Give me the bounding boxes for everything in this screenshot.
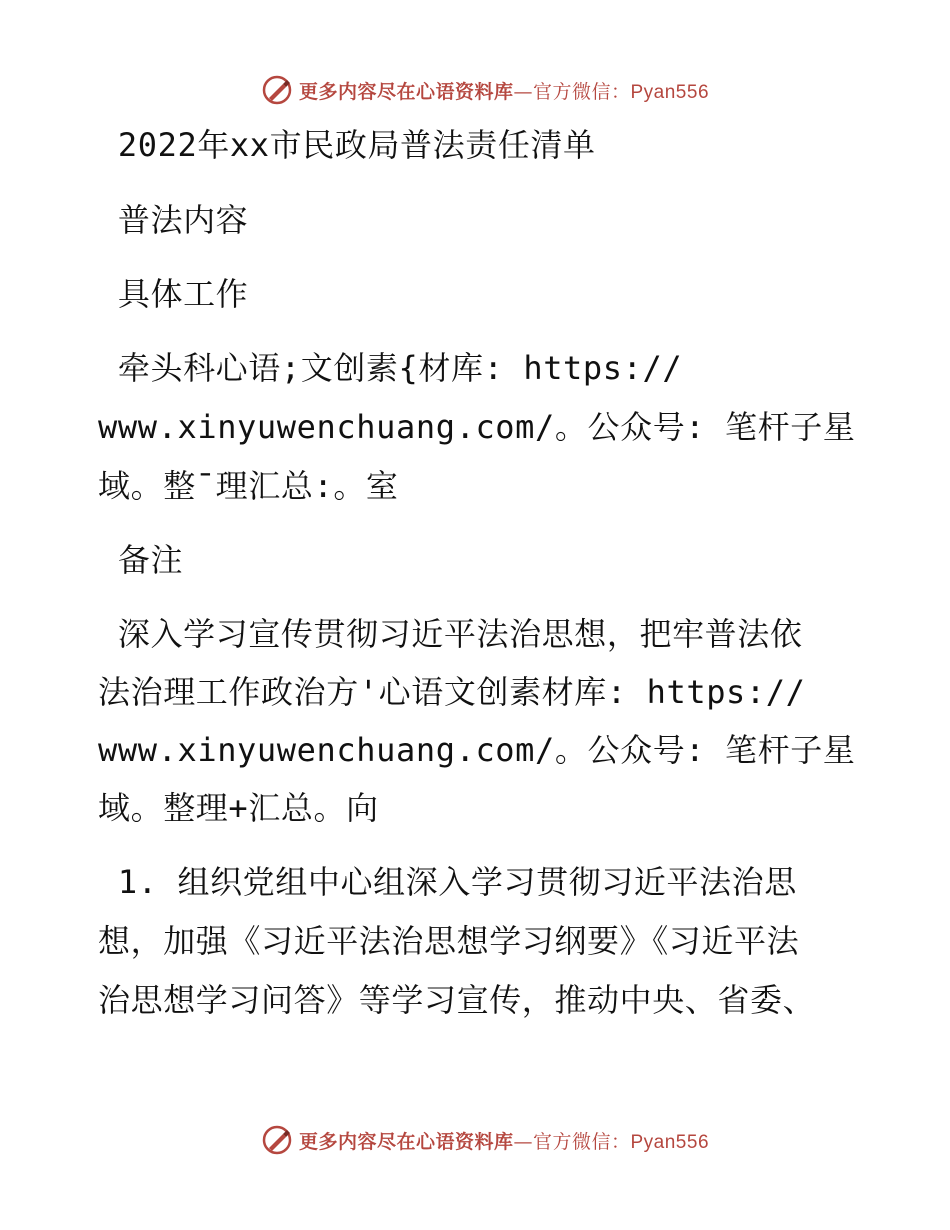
banner-wechat-id: Pyan556 (630, 1131, 710, 1153)
banner-wechat-id: Pyan556 (630, 81, 710, 103)
paragraph-line: 域。整¯理汇总:。室 (98, 467, 399, 505)
pen-logo-icon (261, 1124, 293, 1156)
footer-watermark-banner (0, 1120, 950, 1160)
document-title: 2022年xx市民政局普法责任清单 (98, 126, 596, 164)
paragraph-line: www.xinyuwenchuang.com/。公众号: 笔杆子星 (98, 408, 856, 446)
banner-text (299, 1127, 709, 1154)
heading-remarks: 备注 (98, 541, 184, 579)
banner-dash: — (513, 80, 533, 103)
banner-site-text: 更多内容尽在心语资料库 (298, 80, 514, 103)
banner-dash: — (513, 1130, 533, 1153)
heading-work: 具体工作 (98, 275, 249, 313)
heading-content: 普法内容 (98, 201, 249, 239)
paragraph-line: 深入学习宣传贯彻习近平法治思想，把牢普法依 (98, 615, 803, 653)
list-item-line: 治思想学习问答》等学习宣传，推动中央、省委、 (98, 981, 816, 1019)
banner-site-text: 更多内容尽在心语资料库 (298, 1130, 514, 1153)
list-item-line: 1. 组织党组中心组深入学习贯彻习近平法治思 (98, 863, 797, 901)
banner-wechat-label: 官方微信： (532, 80, 631, 103)
paragraph-line: 域。整理+汇总。向 (98, 789, 379, 827)
paragraph-line: www.xinyuwenchuang.com/。公众号: 笔杆子星 (98, 731, 856, 769)
paragraph-line: 牵头科心语;文创素{材库: https:// (98, 349, 683, 387)
list-item-line: 想，加强《习近平法治思想学习纲要》《习近平法 (98, 922, 800, 960)
paragraph-line: 法治理工作政治方'心语文创素材库: https:// (98, 673, 806, 711)
banner-wechat-label: 官方微信： (532, 1130, 631, 1153)
